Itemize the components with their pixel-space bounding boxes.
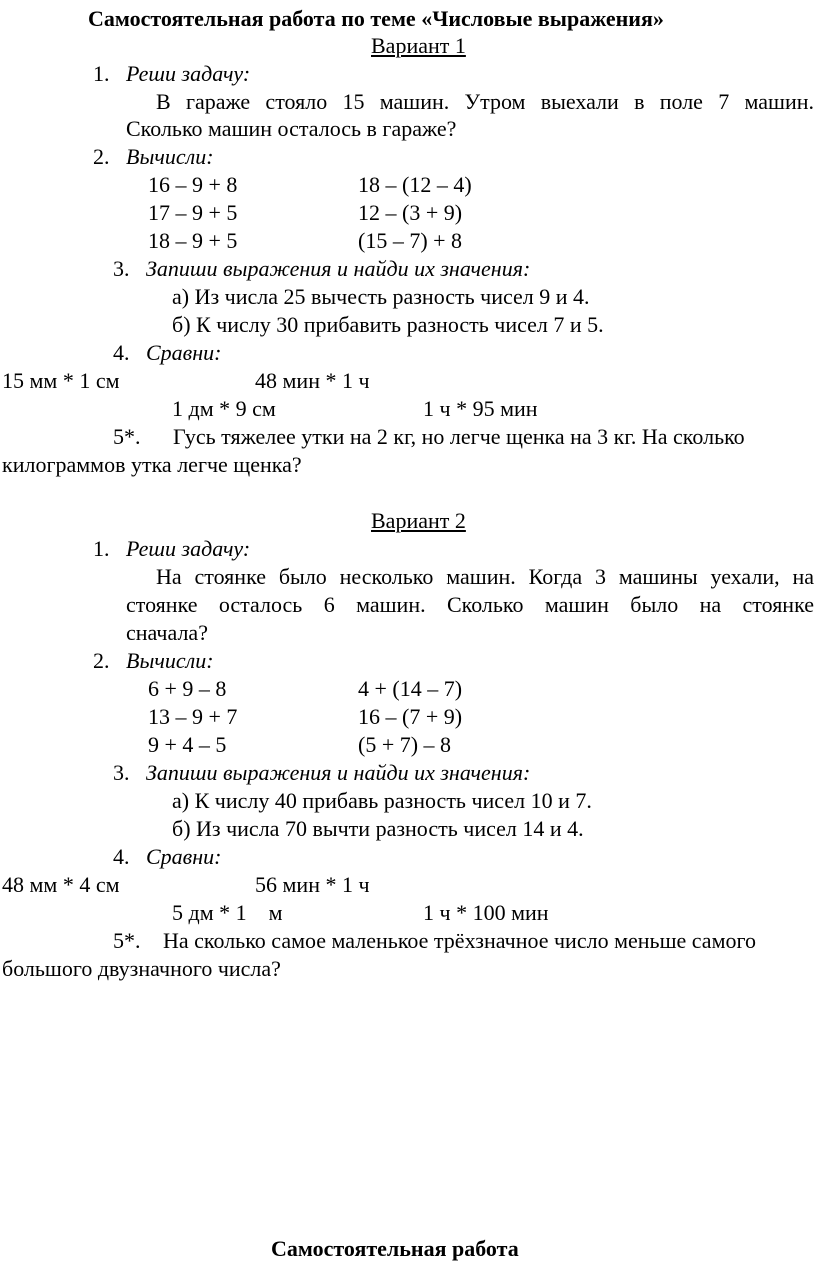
- v1-compare-r2c2: 1 ч * 95 мин: [423, 396, 538, 421]
- v2-compare-r2c1: 5 дм * 1 м: [172, 900, 283, 925]
- v2-task3-label: Запиши выражения и найди их значения:: [146, 760, 531, 785]
- v1-task4-label: Сравни:: [146, 340, 222, 365]
- v1-task5-line2: килограммов утка легче щенка?: [2, 452, 302, 477]
- v2-task2-number: 2.: [93, 648, 110, 673]
- v1-task1-number: 1.: [93, 61, 110, 86]
- v1-compare-r2c1: 1 дм * 9 см: [172, 396, 276, 421]
- variant-2-heading: Вариант 2: [371, 508, 466, 533]
- v2-expr-col1-row2: 13 – 9 + 7: [148, 704, 238, 729]
- v1-task3-item-b: б) К числу 30 прибавить разность чисел 7 и 5.: [172, 312, 604, 337]
- v2-task5-line2: большого двузначного числа?: [2, 956, 281, 981]
- v2-task3-item-a: а) К числу 40 прибавь разность чисел 10 и 7.: [172, 788, 592, 813]
- next-page-title: Самостоятельная работа: [271, 1236, 519, 1261]
- v2-task1-line3: сначала?: [126, 620, 208, 645]
- v1-compare-r1c2: 48 мин * 1 ч: [255, 368, 370, 393]
- v2-task4-number: 4.: [113, 844, 130, 869]
- v1-compare-r1c1: 15 мм * 1 см: [2, 368, 120, 393]
- v1-expr-col1-row2: 17 – 9 + 5: [148, 200, 238, 225]
- v2-compare-r1c1: 48 мм * 4 см: [2, 872, 120, 897]
- v1-expr-col2-row2: 12 – (3 + 9): [358, 200, 463, 225]
- v1-expr-col2-row3: (15 – 7) + 8: [358, 228, 463, 253]
- v1-expr-col2-row1: 18 – (12 – 4): [358, 172, 472, 197]
- v2-task2-label: Вычисли:: [126, 648, 214, 673]
- v2-expr-col1-row1: 6 + 9 – 8: [148, 676, 227, 701]
- v1-task2-label: Вычисли:: [126, 144, 214, 169]
- v2-task3-item-b: б) Из числа 70 вычти разность чисел 14 и 4.: [172, 816, 584, 841]
- v1-task3-item-a: а) Из числа 25 вычесть разность чисел 9 и 4.: [172, 284, 590, 309]
- v1-task1-line1: В гараже стояло 15 машин. Утром выехали в поле 7 машин.: [156, 89, 814, 114]
- v2-expr-col1-row3: 9 + 4 – 5: [148, 732, 227, 757]
- v2-task1-line2: стоянке осталось 6 машин. Сколько машин было на стоянке: [126, 592, 814, 617]
- v2-task3-number: 3.: [113, 760, 130, 785]
- v2-compare-r1c2: 56 мин * 1 ч: [255, 872, 370, 897]
- v1-task4-number: 4.: [113, 340, 130, 365]
- v2-expr-col2-row2: 16 – (7 + 9): [358, 704, 463, 729]
- variant-1-heading: Вариант 1: [371, 33, 466, 58]
- v1-task5-number: 5*.: [113, 424, 141, 449]
- v1-expr-col1-row3: 18 – 9 + 5: [148, 228, 238, 253]
- v1-task1-label: Реши задачу:: [126, 61, 251, 86]
- v2-task5-line1: На сколько самое маленькое трёхзначное число меньше самого: [163, 928, 756, 953]
- v2-expr-col2-row3: (5 + 7) – 8: [358, 732, 452, 757]
- v2-compare-r2c2: 1 ч * 100 мин: [423, 900, 549, 925]
- v2-task4-label: Сравни:: [146, 844, 222, 869]
- v1-task5-line1: Гусь тяжелее утки на 2 кг, но легче щенка на 3 кг. На сколько: [173, 424, 745, 449]
- v1-task1-line2: Сколько машин осталось в гараже?: [126, 116, 457, 141]
- v1-task2-number: 2.: [93, 144, 110, 169]
- page-title: Самостоятельная работа по теме «Числовые выражения»: [88, 6, 664, 31]
- v1-expr-col1-row1: 16 – 9 + 8: [148, 172, 238, 197]
- v2-task1-line1: На стоянке было несколько машин. Когда 3 машины уехали, на: [156, 564, 814, 589]
- v2-task1-number: 1.: [93, 536, 110, 561]
- v2-expr-col2-row1: 4 + (14 – 7): [358, 676, 463, 701]
- v2-task5-number: 5*.: [113, 928, 141, 953]
- v1-task3-number: 3.: [113, 256, 130, 281]
- v2-task1-label: Реши задачу:: [126, 536, 251, 561]
- v1-task3-label: Запиши выражения и найди их значения:: [146, 256, 531, 281]
